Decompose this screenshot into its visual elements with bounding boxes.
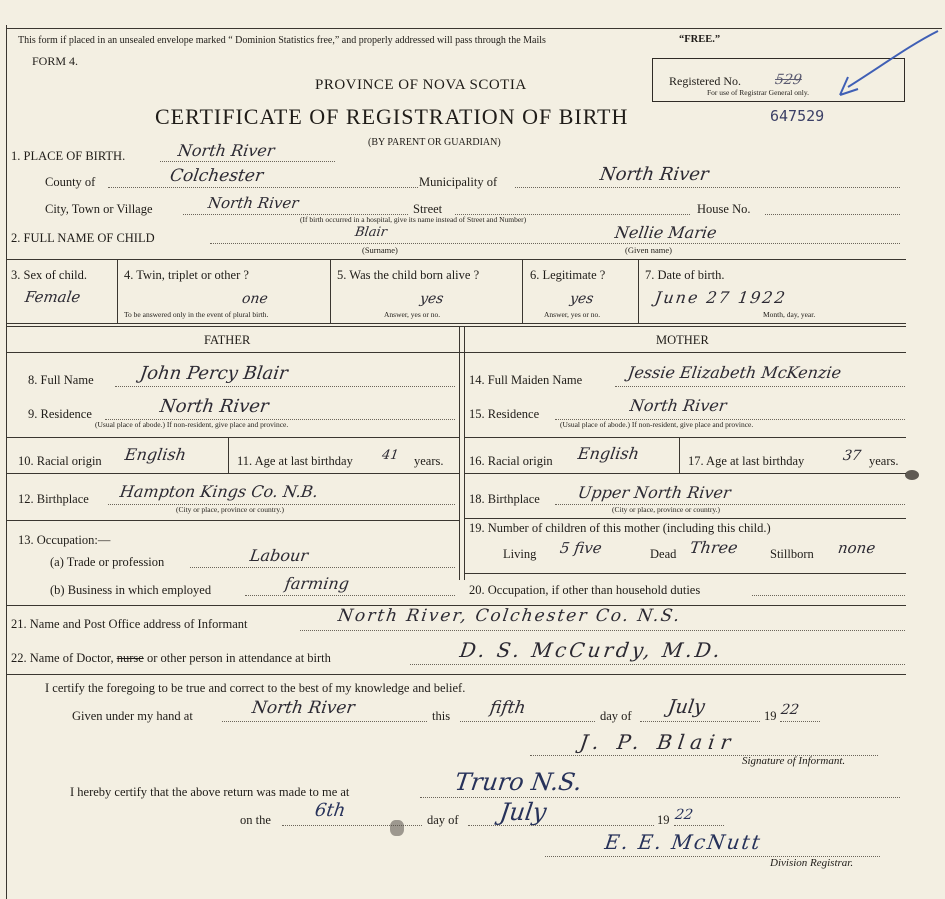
- province: PROVINCE OF NOVA SCOTIA: [315, 77, 527, 93]
- mother-racial-label: 16. Racial origin: [469, 454, 553, 468]
- legit-value: yes: [568, 291, 595, 307]
- rule: [117, 259, 118, 323]
- given-name-value: Nellie Marie: [613, 223, 718, 242]
- mother-name-label: 14. Full Maiden Name: [469, 373, 583, 387]
- mother-age-value: 37: [841, 448, 862, 464]
- county-label: County of: [45, 175, 96, 189]
- rule: [459, 326, 460, 580]
- mother-occupation-label: 20. Occupation, if other than household duties: [469, 583, 701, 597]
- mother-birthplace-label: 18. Birthplace: [469, 492, 540, 506]
- given-day-value: fifth: [488, 698, 527, 718]
- father-name-value: John Percy Blair: [138, 363, 290, 384]
- father-birthplace-value: Hampton Kings Co. N.B.: [118, 482, 320, 501]
- rule: [160, 161, 335, 162]
- rule: [752, 595, 905, 596]
- rule: [245, 595, 455, 596]
- mother-birthplace-value: Upper North River: [576, 483, 732, 502]
- occupation-label: 13. Occupation:—: [18, 533, 111, 547]
- doctor-label-a: 22. Name of Doctor,: [11, 651, 114, 665]
- mail-notice: This form if placed in an unsealed envelope marked “ Dominion Statistics free,” and properly addressed will pass through the Mails: [18, 35, 546, 46]
- father-years-label: years.: [414, 454, 444, 468]
- municipality-label: Municipality of: [419, 175, 498, 189]
- doctor-value: D. S. McCurdy, M.D.: [458, 638, 725, 662]
- sex-value: Female: [23, 288, 82, 306]
- rule: [330, 259, 331, 323]
- rule: [6, 473, 459, 474]
- children-label: 19. Number of children of this mother (including this child.): [469, 521, 771, 535]
- mother-age-label: 17. Age at last birthday: [688, 454, 805, 468]
- father-heading: FATHER: [204, 333, 251, 347]
- doctor-label-nurse: nurse: [116, 651, 144, 665]
- form-number: FORM 4.: [32, 54, 79, 68]
- rule: [6, 323, 906, 324]
- rule: [464, 473, 906, 474]
- alive-value: yes: [418, 291, 445, 307]
- rule: [190, 567, 455, 568]
- rule: [464, 518, 906, 519]
- rule: [460, 721, 595, 722]
- business-label: (b) Business in which employed: [50, 583, 212, 597]
- day-of-label: day of: [600, 709, 632, 723]
- stillborn-label: Stillborn: [770, 547, 814, 561]
- legit-label: 6. Legitimate ?: [530, 268, 606, 282]
- sex-label: 3. Sex of child.: [11, 268, 88, 282]
- mother-residence-note: (Usual place of abode.) If non-resident, give place and province.: [560, 420, 754, 429]
- return-month-value: July: [498, 798, 549, 826]
- hospital-note: (If birth occurred in a hospital, give its name instead of Street and Number): [300, 215, 527, 224]
- rule: [6, 259, 906, 260]
- rule: [515, 187, 900, 188]
- father-residence-value: North River: [158, 396, 271, 417]
- rule: [115, 386, 455, 387]
- mother-racial-value: English: [576, 444, 641, 463]
- father-racial-value: English: [123, 445, 188, 464]
- registrar-note: For use of Registrar General only.: [707, 88, 809, 97]
- given-under-label: Given under my hand at: [72, 709, 193, 723]
- twin-note: To be answered only in the event of plural birth.: [124, 310, 269, 319]
- rule: [6, 520, 459, 521]
- division-registrar-caption: Division Registrar.: [770, 857, 854, 869]
- ink-blot: [905, 470, 919, 480]
- mother-name-value: Jessie Elizabeth McKenzie: [626, 363, 843, 382]
- rule: [555, 504, 905, 505]
- document-title: CERTIFICATE OF REGISTRATION OF BIRTH: [155, 104, 629, 129]
- mother-residence-label: 15. Residence: [469, 407, 540, 421]
- given-name-note: (Given name): [625, 245, 672, 255]
- county-value: Colchester: [168, 166, 265, 186]
- father-birthplace-note: (City or place, province or country.): [176, 505, 285, 514]
- doctor-label-c: or other person in attendance at birth: [146, 651, 331, 665]
- city-value: North River: [206, 194, 300, 212]
- rule: [679, 437, 680, 473]
- return-year-value: 22: [673, 807, 694, 823]
- father-age-label: 11. Age at last birthday: [237, 454, 353, 468]
- rule: [420, 797, 900, 798]
- trade-label: (a) Trade or profession: [50, 555, 165, 569]
- dob-note: Month, day, year.: [763, 310, 816, 319]
- left-border: [6, 25, 7, 899]
- rule: [468, 825, 654, 826]
- rule: [108, 187, 418, 188]
- mother-birthplace-note: (City or place, province or country.): [612, 505, 721, 514]
- rule: [640, 721, 760, 722]
- stamp-number: 647529: [770, 107, 825, 125]
- place-of-birth-value: North River: [176, 141, 276, 160]
- rule: [615, 386, 905, 387]
- rule: [674, 825, 724, 826]
- father-birthplace-label: 12. Birthplace: [18, 492, 89, 506]
- house-no-label: House No.: [697, 202, 751, 216]
- twin-value: one: [240, 291, 269, 307]
- ink-smudge: [390, 820, 404, 836]
- trade-value: Labour: [248, 546, 310, 565]
- informant-value: North River, Colchester Co. N.S.: [336, 606, 683, 626]
- full-name-label: 2. FULL NAME OF CHILD: [11, 231, 155, 245]
- day-of-label-2: day of: [427, 813, 459, 827]
- registered-label: Registered No.: [669, 74, 741, 88]
- legit-note: Answer, yes or no.: [544, 310, 601, 319]
- alive-label: 5. Was the child born alive ?: [337, 268, 480, 282]
- rule: [222, 721, 427, 722]
- living-value: 5 five: [558, 539, 604, 557]
- city-label: City, Town or Village: [45, 202, 153, 216]
- rule: [780, 721, 820, 722]
- doctor-label: [11, 652, 331, 665]
- municipality-value: North River: [598, 164, 711, 185]
- sig-informant-caption: Signature of Informant.: [742, 755, 846, 767]
- rule: [228, 437, 229, 473]
- dead-label: Dead: [650, 547, 677, 561]
- father-residence-label: 9. Residence: [28, 407, 92, 421]
- rule: [6, 674, 906, 675]
- return-place-value: Truro N.S.: [453, 768, 584, 796]
- rule: [6, 326, 906, 327]
- business-value: farming: [283, 574, 351, 593]
- given-month-value: July: [666, 696, 707, 718]
- rule: [210, 243, 900, 244]
- living-label: Living: [503, 547, 537, 561]
- father-name-label: 8. Full Name: [28, 373, 94, 387]
- rule: [6, 437, 459, 438]
- on-the-label: on the: [240, 813, 271, 827]
- street-label: Street: [413, 202, 443, 216]
- rule: [464, 326, 465, 580]
- this-label: this: [432, 709, 451, 723]
- surname-value: Blair: [353, 225, 388, 240]
- rule: [410, 664, 905, 665]
- father-residence-note: (Usual place of abode.) If non-resident, give place and province.: [95, 420, 289, 429]
- alive-note: Answer, yes or no.: [384, 310, 441, 319]
- dob-label: 7. Date of birth.: [645, 268, 725, 282]
- mother-heading: MOTHER: [656, 333, 709, 347]
- return-day-value: 6th: [313, 800, 347, 821]
- year-prefix-2: 19: [657, 813, 670, 827]
- father-racial-label: 10. Racial origin: [18, 454, 102, 468]
- rule: [765, 214, 900, 215]
- return-cert-label: I hereby certify that the above return was made to me at: [70, 785, 350, 799]
- dead-value: Three: [688, 538, 739, 557]
- father-age-value: 41: [380, 448, 400, 463]
- ink-check-mark: [820, 25, 945, 105]
- rule: [464, 437, 906, 438]
- informant-signature: J. P. Blair: [578, 730, 738, 754]
- year-prefix: 19: [764, 709, 777, 723]
- registrar-signature: E. E. McNutt: [603, 830, 764, 854]
- twin-label: 4. Twin, triplet or other ?: [124, 268, 249, 282]
- given-year-value: 22: [779, 702, 800, 718]
- stillborn-value: none: [836, 539, 877, 557]
- subtitle: (BY PARENT OR GUARDIAN): [368, 137, 501, 148]
- mother-years-label: years.: [869, 454, 899, 468]
- rule: [522, 259, 523, 323]
- dob-value: June 27 1922: [653, 288, 789, 307]
- top-border: [6, 28, 942, 29]
- mail-free: “FREE.”: [679, 34, 721, 45]
- place-of-birth-label: 1. PLACE OF BIRTH.: [11, 149, 126, 163]
- informant-label: 21. Name and Post Office address of Informant: [11, 617, 248, 631]
- given-place-value: North River: [250, 698, 356, 718]
- rule: [6, 352, 906, 353]
- registered-value: 529: [773, 72, 803, 88]
- certify-text: I certify the foregoing to be true and correct to the best of my knowledge and belief.: [45, 681, 466, 695]
- mother-residence-value: North River: [628, 396, 728, 415]
- rule: [638, 259, 639, 323]
- surname-note: (Surname): [362, 245, 398, 255]
- rule: [464, 573, 906, 574]
- rule: [300, 630, 905, 631]
